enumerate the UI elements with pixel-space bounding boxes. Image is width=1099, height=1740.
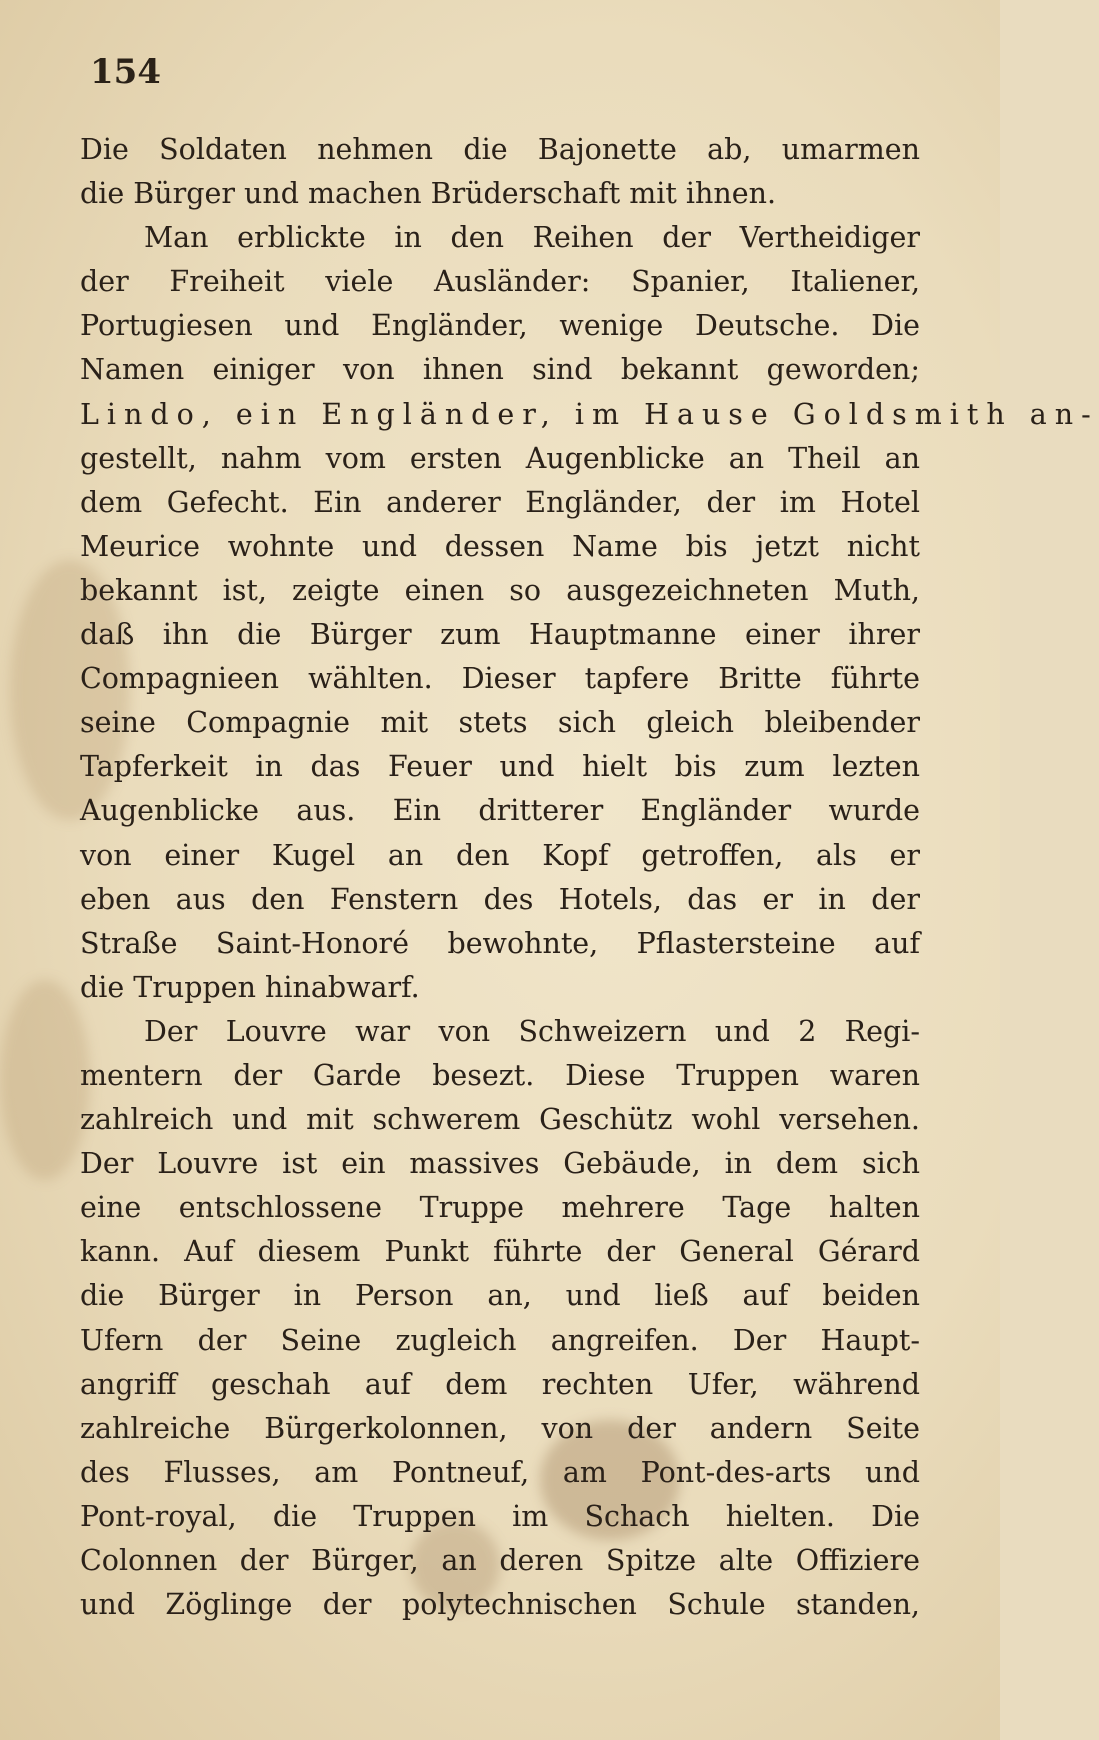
page-number: 154 [90, 52, 161, 92]
text-line: Compagnieen wählten. Dieser tapfere Britte führte [80, 662, 920, 696]
text-line: dem Gefecht. Ein anderer Engländer, der im Hotel [80, 485, 920, 519]
text-line: kann. Auf diesem Punkt führte der General Gérard [80, 1235, 920, 1269]
text-line: Die Soldaten nehmen die Bajonette ab, umarmen [80, 133, 920, 166]
text-line: der Freiheit viele Ausländer: Spanier, Italiener, [80, 265, 920, 299]
text-line: Tapferkeit in das Feuer und hielt bis zum lezten [80, 750, 920, 784]
text-line: Augenblicke aus. Ein dritterer Engländer wurde [80, 794, 920, 828]
text-line: Colonnen der Bürger, an deren Spitze alte Offiziere [80, 1544, 920, 1577]
text-line: gestellt, nahm vom ersten Augenblicke an Theil an [80, 441, 920, 475]
text-line: des Flusses, am Pontneuf, am Pont-des-arts und [80, 1455, 920, 1489]
text-line: seine Compagnie mit stets sich gleich bleibender [80, 706, 920, 740]
body-text [80, 128, 1099, 1627]
text-line: und Zöglinge der polytechnischen Schule standen, [80, 1588, 920, 1622]
text-line: eben aus den Fenstern des Hotels, das er in der [80, 882, 920, 916]
text-line: die Truppen hinabwarf. [80, 970, 420, 1004]
text-line: Meurice wohnte und dessen Name bis jetzt nicht [80, 529, 920, 563]
paper-stain [0, 980, 90, 1180]
text-line: Der Louvre war von Schweizern und 2 Regi- [144, 1014, 920, 1048]
text-line: zahlreiche Bürgerkolonnen, von der andern Seite [80, 1411, 920, 1445]
text-line: bekannt ist, zeigte einen so ausgezeichneten Muth, [80, 573, 920, 607]
text-line: mentern der Garde besezt. Diese Truppen waren [80, 1058, 920, 1092]
text-line: daß ihn die Bürger zum Hauptmanne einer ihrer [80, 618, 920, 652]
text-line: von einer Kugel an den Kopf getroffen, als er [80, 838, 920, 872]
text-line: Lindo, ein Engländer, im Hause Goldsmith an- [80, 397, 1099, 431]
text-line: angriff geschah auf dem rechten Ufer, während [80, 1367, 920, 1401]
text-line: die Bürger und machen Brüderschaft mit ihnen. [80, 177, 777, 211]
text-line: zahlreich und mit schwerem Geschütz wohl versehen. [80, 1103, 920, 1137]
text-line: Straße Saint-Honoré bewohnte, Pflastersteine auf [80, 926, 920, 960]
text-line: Ufern der Seine zugleich angreifen. Der Haupt- [80, 1323, 920, 1357]
text-line: Portugiesen und Engländer, wenige Deutsche. Die [80, 309, 920, 343]
text-line: Namen einiger von ihnen sind bekannt geworden; [80, 353, 920, 387]
text-line: eine entschlossene Truppe mehrere Tage halten [80, 1191, 920, 1225]
text-line: die Bürger in Person an, und ließ auf beiden [80, 1279, 920, 1313]
text-line: Pont-royal, die Truppen im Schach hielten. Die [80, 1499, 920, 1533]
text-line: Der Louvre ist ein massives Gebäude, in dem sich [80, 1147, 920, 1181]
text-line: Man erblickte in den Reihen der Vertheidiger [144, 221, 920, 255]
